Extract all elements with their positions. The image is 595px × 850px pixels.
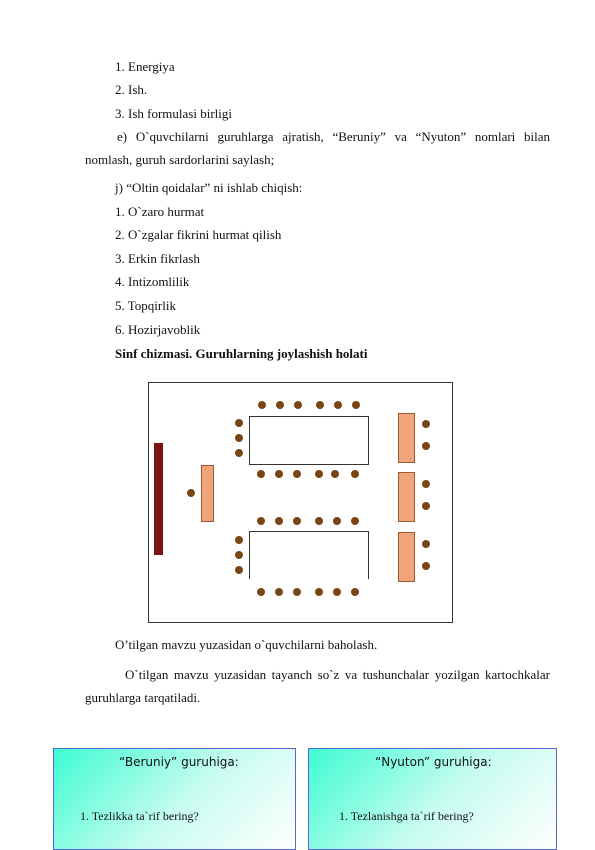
seat — [351, 470, 359, 478]
cards-paragraph: O`tilgan mavzu yuzasidan tayanch so`z va tushunchalar yozilgan kartochkalar guruhlarga tarqatiladi. — [85, 667, 550, 705]
card-question: 1. Tezlikka ta`rif bering? — [80, 809, 199, 823]
card-title: “Nyuton” guruhiga: — [375, 755, 492, 769]
seat — [351, 588, 359, 596]
seat — [235, 449, 243, 457]
list-item-2: 2. O`zgalar fikrini hurmat qilish — [115, 227, 282, 242]
seat — [351, 517, 359, 525]
seat — [276, 401, 284, 409]
side-desk-1 — [398, 413, 415, 463]
seat — [352, 401, 360, 409]
seat — [334, 401, 342, 409]
seat — [275, 517, 283, 525]
seat — [293, 588, 301, 596]
seat — [315, 588, 323, 596]
seat — [422, 562, 430, 570]
card-beruniy — [53, 748, 296, 850]
paragraph-e: e) O`quvchilarni guruhlarga ajratish, “Beruniy” va “Nyuton” nomlari bilan nomlash, guruh sardorlarini saylash; — [85, 129, 550, 167]
seat — [257, 470, 265, 478]
seat — [235, 566, 243, 574]
classroom-plan — [148, 382, 453, 623]
seat — [294, 401, 302, 409]
group-table-bottom — [249, 531, 369, 579]
seat — [316, 401, 324, 409]
seat — [275, 588, 283, 596]
teacher-desk — [201, 465, 214, 522]
list-item-energiya: 1. Energiya — [115, 59, 175, 74]
seat — [333, 588, 341, 596]
seat — [422, 480, 430, 488]
seat — [235, 536, 243, 544]
seat — [257, 517, 265, 525]
paragraph-j: j) “Oltin qoidalar” ni ishlab chiqish: — [115, 180, 303, 195]
side-desk-2 — [398, 472, 415, 522]
seat — [422, 540, 430, 548]
seat — [315, 470, 323, 478]
section-heading: Sinf chizmasi. Guruhlarning joylashish holati — [115, 346, 368, 361]
seat — [275, 470, 283, 478]
list-item-ish-formulasi: 3. Ish formulasi birligi — [115, 106, 232, 121]
list-item-1: 1. O`zaro hurmat — [115, 204, 205, 219]
card-nyuton — [308, 748, 557, 850]
seat — [315, 517, 323, 525]
list-item-4: 4. Intizomlilik — [115, 274, 190, 289]
seat — [258, 401, 266, 409]
seat — [293, 517, 301, 525]
seat — [422, 502, 430, 510]
assessment-line: O’tilgan mavzu yuzasidan o`quvchilarni baholash. — [115, 637, 378, 652]
card-question: 1. Tezlanishga ta`rif bering? — [339, 809, 474, 823]
list-item-ish: 2. Ish. — [115, 82, 148, 97]
teacher-seat — [187, 489, 195, 497]
card-title: “Beruniy” guruhiga: — [119, 755, 239, 769]
seat — [333, 517, 341, 525]
seat — [235, 551, 243, 559]
seat — [422, 442, 430, 450]
group-table-top — [249, 416, 369, 465]
seat — [293, 470, 301, 478]
list-item-3: 3. Erkin fikrlash — [115, 251, 200, 266]
seat — [235, 419, 243, 427]
side-desk-3 — [398, 532, 415, 582]
seat — [257, 588, 265, 596]
list-item-5: 5. Topqirlik — [115, 298, 176, 313]
list-item-6: 6. Hozirjavoblik — [115, 322, 201, 337]
seat — [331, 470, 339, 478]
seat — [422, 420, 430, 428]
blackboard — [154, 443, 163, 555]
seat — [235, 434, 243, 442]
